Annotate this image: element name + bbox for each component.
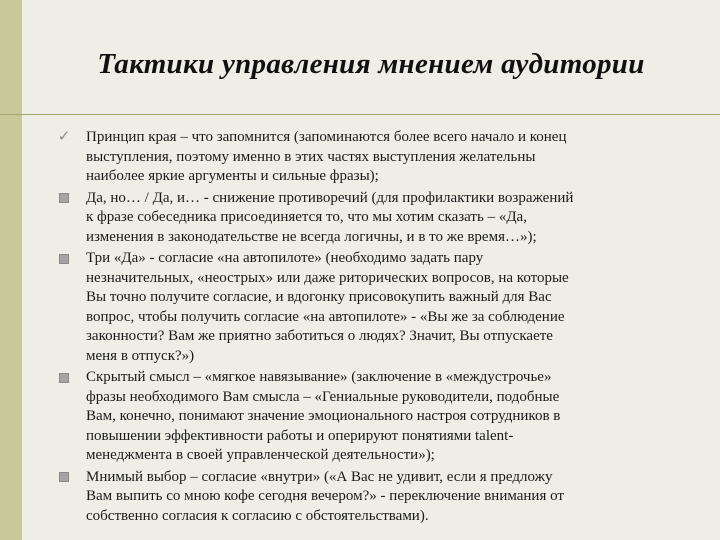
slide-title: Тактики управления мнением аудитории bbox=[97, 48, 645, 80]
item-line: законности? Вам же приятно заботиться о людях? Значит, Вы отпускаете bbox=[86, 328, 553, 344]
square-bullet-icon bbox=[56, 468, 72, 487]
item-line: фразы необходимого Вам смысла – «Гениальные руководители, подобные bbox=[86, 388, 560, 405]
item-line: выступления, поэтому именно в этих частях выступления желательны bbox=[86, 148, 536, 165]
item-line: незначительных, «неострых» или даже риторических вопросов, на которые bbox=[86, 269, 569, 286]
item-line: Скрытый смысл – «мягкое навязывание» (заключение в «междустрочье» bbox=[86, 369, 552, 385]
bullet-list bbox=[56, 128, 688, 528]
item-line: повышении эффективности работы и оперируют понятиями talent- bbox=[86, 427, 514, 444]
list-item bbox=[56, 128, 688, 187]
item-line: к фразе собеседника присоединяется то, что мы хотим сказать – «Да, bbox=[86, 209, 527, 225]
item-line: собственно согласия к согласию с обстоятельствами). bbox=[86, 507, 429, 524]
title-divider bbox=[0, 114, 720, 115]
item-line: Три «Да» - согласие «на автопилоте» (необходимо задать пару bbox=[86, 250, 484, 266]
item-line: вопрос, чтобы получить согласие «на автопилоте» - «Вы же за соблюдение bbox=[86, 308, 565, 325]
list-item bbox=[56, 249, 688, 366]
item-line: менеджмента в своей управленческой деятельности»); bbox=[86, 447, 435, 463]
item-line: меня в отпуск?») bbox=[86, 347, 195, 364]
item-line: изменения в законодательстве не всегда логичны, и в то же время…»); bbox=[86, 228, 537, 245]
square-bullet-icon bbox=[56, 189, 72, 208]
item-line: Мнимый выбор – согласие «внутри» («А Вас не удивит, если я предложу bbox=[86, 468, 553, 485]
item-line: Вам, конечно, понимают значение эмоционального настроя сотрудников в bbox=[86, 408, 561, 424]
item-line: Да, но… / Да, и… - снижение противоречий (для профилактики возражений bbox=[86, 189, 574, 206]
item-line: наиболее яркие аргументы и сильные фразы); bbox=[86, 168, 379, 184]
item-line: Вам выпить со мною кофе сегодня вечером?» - переключение внимания от bbox=[86, 488, 564, 504]
item-line: Вы точно получите согласие, и вдогонку присовокупить важный для Вас bbox=[86, 289, 552, 305]
list-item bbox=[56, 189, 688, 248]
list-item bbox=[56, 368, 688, 466]
square-bullet-icon bbox=[56, 368, 72, 387]
square-bullet-icon bbox=[56, 249, 72, 268]
list-item bbox=[56, 468, 688, 527]
item-line: Принцип края – что запомнится (запоминаются более всего начало и конец bbox=[86, 129, 567, 145]
left-accent-strip bbox=[0, 0, 22, 540]
checkmark-icon: ✓ bbox=[57, 129, 71, 145]
